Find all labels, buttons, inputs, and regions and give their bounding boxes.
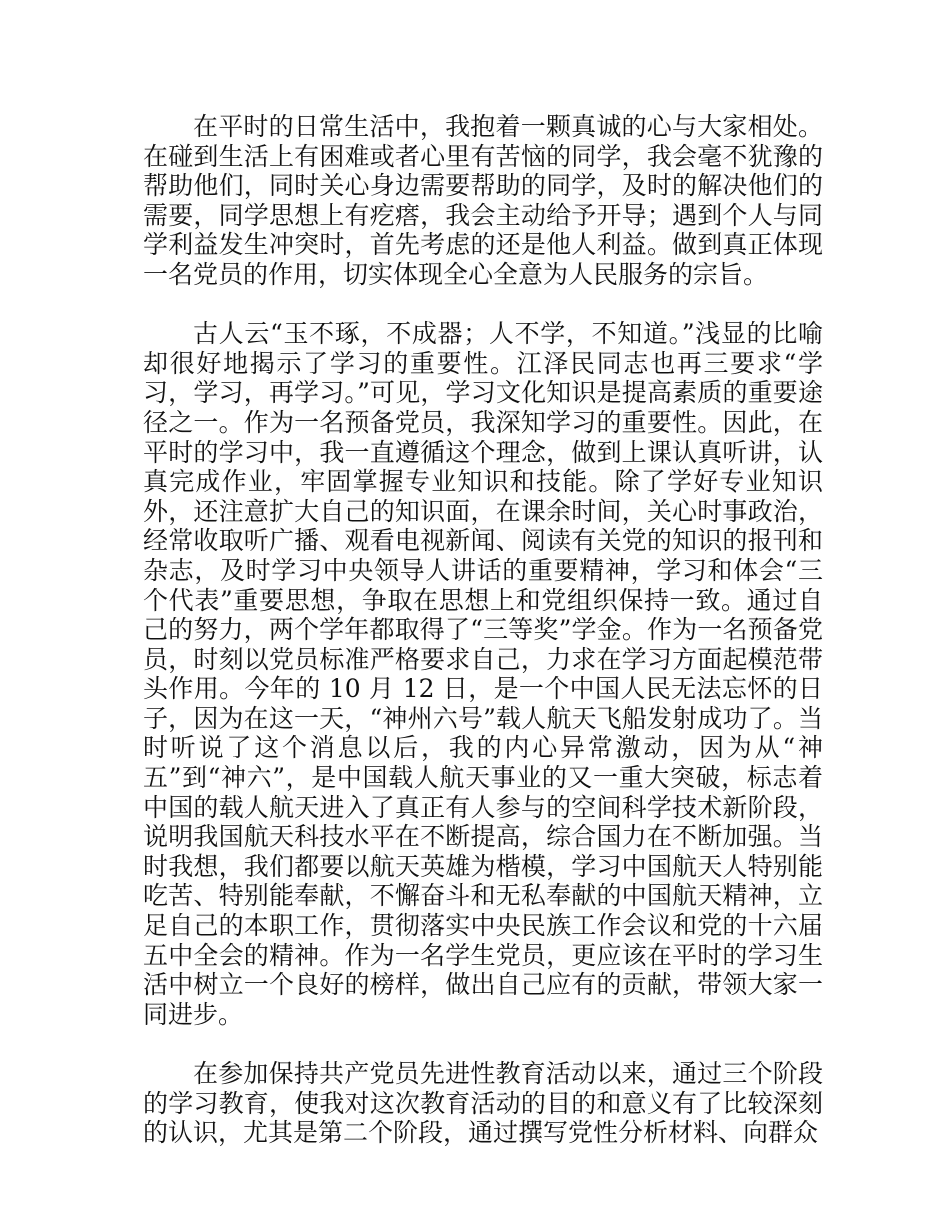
document-page <box>143 112 823 1148</box>
paragraph-daily-life: 在平时的日常生活中，我抱着一颗真诚的心与大家相处。在碰到生活上有困难或者心里有苦恼的同学，我会毫不犹豫的帮助他们，同时关心身边需要帮助的同学，及时的解决他们的需要，同学思想上有疙瘩，我会主动给予开导；遇到个人与同学利益发生冲突时，首先考虑的还是他人利益。做到真正体现一名党员的作用，切实体现全心全意为人民服务的宗旨。 <box>143 112 823 289</box>
paragraph-study: 古人云“玉不琢，不成器；人不学，不知道。”浅显的比喻却很好地揭示了学习的重要性。江泽民同志也再三要求“学习，学习，再学习。”可见，学习文化知识是提高素质的重要途径之一。作为一名预备党员，我深知学习的重要性。因此，在平时的学习中，我一直遵循这个理念，做到上课认真听讲，认真完成作业，牢固掌握专业知识和技能。除了学好专业知识外，还注意扩大自己的知识面，在课余时间，关心时事政治，经常收取听广播、观看电视新闻、阅读有关党的知识的报刊和杂志，及时学习中央领导人讲话的重要精神，学习和体会“三个代表”重要思想，争取在思想上和党组织保持一致。通过自己的努力，两个学年都取得了“三等奖”学金。作为一名预备党员，时刻以党员标准严格要求自己，力求在学习方面起模范带头作用。今年的 10 月 12 日，是一个中国人民无法忘怀的日子，因为在这一天，“神州六号”载人航天飞船发射成功了。当时听说了这个消息以后，我的内心异常激动，因为从“神五”到“神六”，是中国载人航天事业的又一重大突破，标志着中国的载人航天进入了真正有人参与的空间科学技术新阶段，说明我国航天科技水平在不断提高，综合国力在不断加强。当时我想，我们都要以航天英雄为楷模，学习中国航天人特别能吃苦、特别能奉献，不懈奋斗和无私奉献的中国航天精神，立足自己的本职工作，贯彻落实中央民族工作会议和党的十六届五中全会的精神。作为一名学生党员，更应该在平时的学习生活中树立一个良好的榜样，做出自己应有的贡献，带领大家一同进步。 <box>143 319 823 1029</box>
paragraph-education-activity: 在参加保持共产党员先进性教育活动以来，通过三个阶段的学习教育，使我对这次教育活动的目的和意义有了比较深刻的认识，尤其是第二个阶段，通过撰写党性分析材料、向群众 <box>143 1059 823 1148</box>
